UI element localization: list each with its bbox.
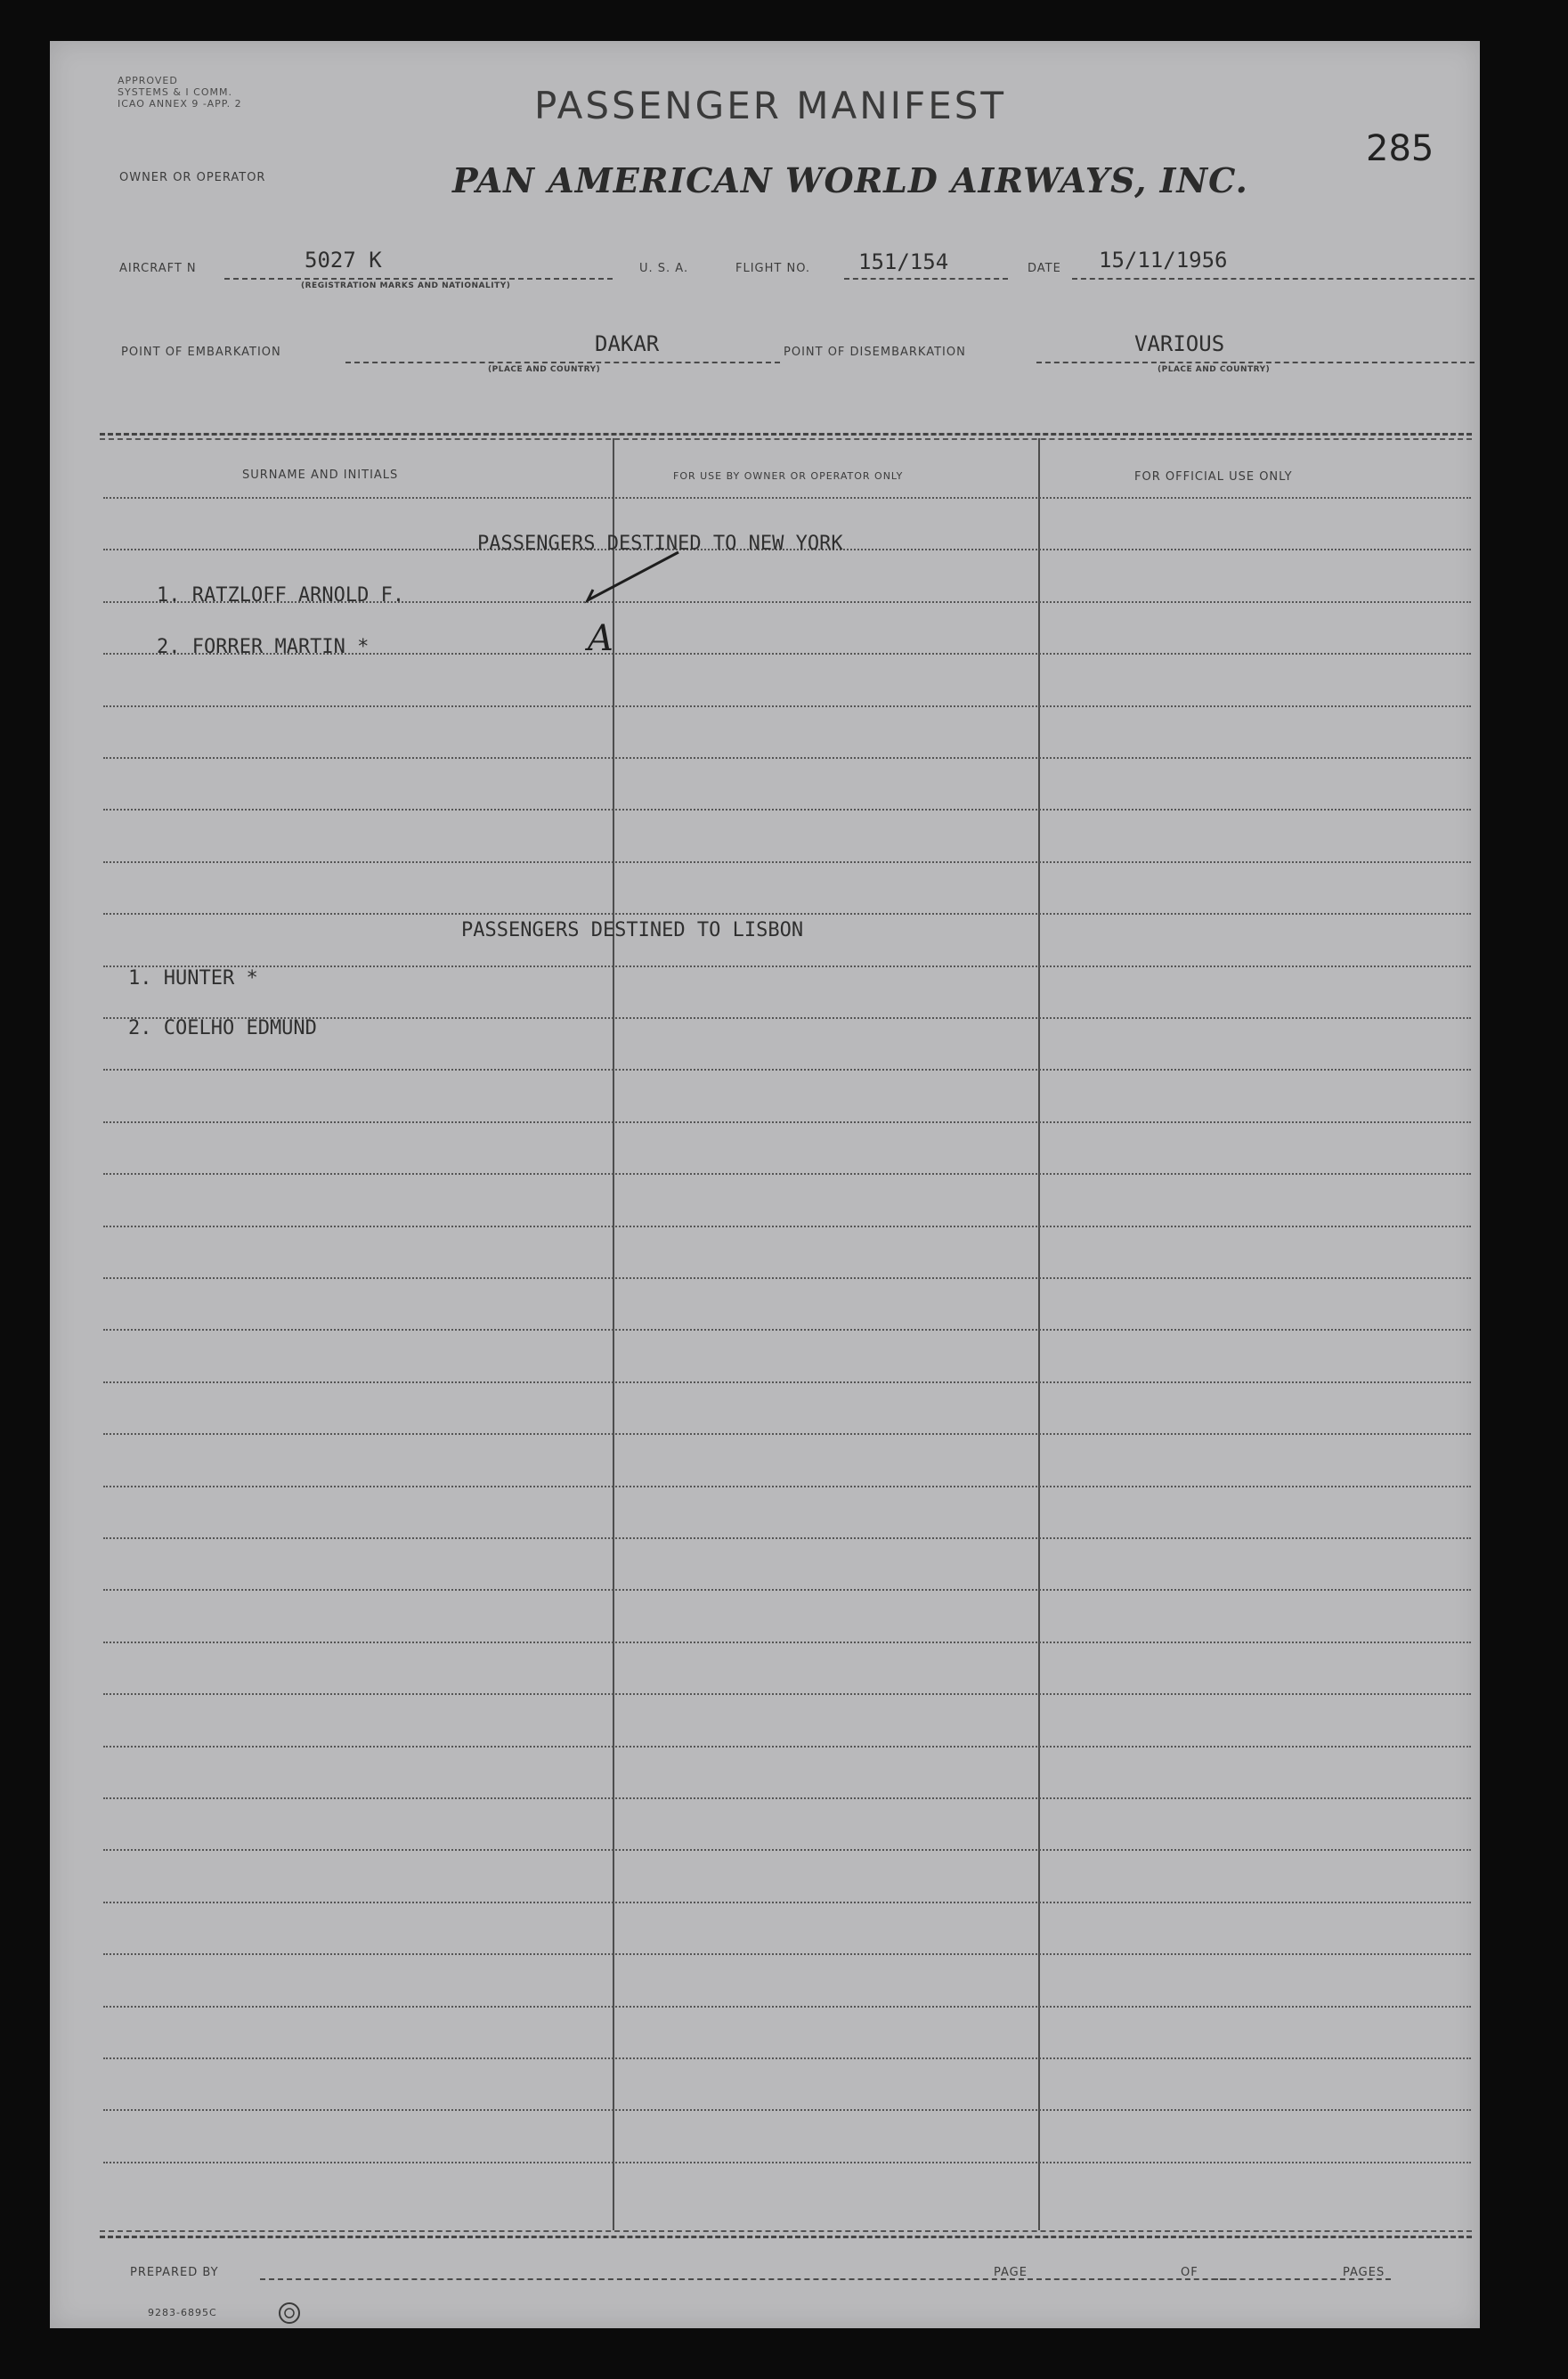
prepared-by-label: PREPARED BY xyxy=(130,2266,219,2279)
ruled-line xyxy=(103,965,1471,967)
ruled-line xyxy=(103,1173,1471,1175)
aircraft-value: 5027 K xyxy=(305,248,382,273)
ruled-line xyxy=(103,913,1471,915)
ruled-line xyxy=(103,809,1471,811)
ruled-line xyxy=(103,861,1471,863)
owner-name: PAN AMERICAN WORLD AIRWAYS, INC. xyxy=(452,160,1248,200)
ruled-line xyxy=(103,2109,1471,2111)
section-heading: PASSENGERS DESTINED TO LISBON xyxy=(461,919,804,941)
ruled-line xyxy=(103,1537,1471,1539)
page-label: PAGE xyxy=(994,2266,1028,2279)
owner-label: OWNER OR OPERATOR xyxy=(119,171,266,184)
handwritten-mark: A xyxy=(588,618,613,659)
passenger-row: 2. FORRER MARTIN * xyxy=(157,636,370,658)
passenger-row: 1. RATZLOFF ARNOLD F. xyxy=(157,584,405,607)
ruled-line xyxy=(103,1226,1471,1227)
flight-label: FLIGHT NO. xyxy=(735,262,811,275)
country-label: U. S. A. xyxy=(639,262,689,275)
prepared-by-fill-line xyxy=(260,2278,1042,2280)
date-label: DATE xyxy=(1028,262,1061,275)
manifest-sheet xyxy=(50,41,1480,2328)
disembarkation-sub-label: (PLACE AND COUNTRY) xyxy=(1158,365,1271,374)
disembarkation-value: VARIOUS xyxy=(1134,331,1225,356)
column-header-operator: FOR USE BY OWNER OR OPERATOR ONLY xyxy=(673,470,904,482)
aircraft-label: AIRCRAFT N xyxy=(119,262,197,275)
aircraft-fill-line xyxy=(224,278,613,280)
page-title: PASSENGER MANIFEST xyxy=(534,84,1007,127)
ruled-line xyxy=(103,497,1471,499)
ruled-line xyxy=(103,757,1471,759)
approval-line: SYSTEMS & I COMM. xyxy=(118,86,232,98)
ruled-line xyxy=(103,1849,1471,1851)
date-value: 15/11/1956 xyxy=(1099,248,1228,273)
column-header-official: FOR OFFICIAL USE ONLY xyxy=(1134,470,1293,484)
of-label: OF xyxy=(1181,2266,1198,2279)
ruled-line xyxy=(103,1486,1471,1487)
union-label-icon xyxy=(276,2300,303,2326)
ruled-line xyxy=(103,1797,1471,1799)
table-top-border-inner xyxy=(100,438,1472,440)
flight-fill-line xyxy=(844,278,1008,280)
ruled-line xyxy=(103,1329,1471,1331)
ruled-line xyxy=(103,1121,1471,1123)
ruled-line xyxy=(103,1069,1471,1071)
ruled-line xyxy=(103,1902,1471,1903)
ruled-line xyxy=(103,1642,1471,1643)
ruled-line xyxy=(103,2162,1471,2163)
table-bottom-border xyxy=(100,2230,1472,2232)
flight-value: 151/154 xyxy=(858,249,949,274)
disembarkation-label: POINT OF DISEMBARKATION xyxy=(784,346,966,359)
approval-note xyxy=(118,75,242,110)
ruled-line xyxy=(103,1433,1471,1435)
ruled-line xyxy=(103,1746,1471,1748)
column-header-surname: SURNAME AND INITIALS xyxy=(242,468,399,482)
embarkation-sub-label: (PLACE AND COUNTRY) xyxy=(488,365,601,374)
ruled-line xyxy=(103,1381,1471,1383)
ruled-line xyxy=(103,1277,1471,1279)
passenger-row: 1. HUNTER * xyxy=(128,967,258,990)
embarkation-value: DAKAR xyxy=(595,331,660,356)
section-heading: PASSENGERS DESTINED TO NEW YORK xyxy=(477,533,843,555)
ruled-line xyxy=(103,2006,1471,2008)
disembarkation-fill-line xyxy=(1036,362,1475,363)
embarkation-fill-line xyxy=(345,362,780,363)
pages-label: PAGES xyxy=(1343,2266,1385,2279)
table-top-border xyxy=(100,433,1472,436)
approval-line: APPROVED xyxy=(118,75,178,86)
ruled-line xyxy=(103,705,1471,707)
ruled-line xyxy=(103,1953,1471,1955)
ruled-line xyxy=(103,1589,1471,1591)
aircraft-sub-label: (REGISTRATION MARKS AND NATIONALITY) xyxy=(301,281,511,290)
approval-line: ICAO ANNEX 9 -APP. 2 xyxy=(118,98,242,110)
date-fill-line xyxy=(1072,278,1475,280)
passenger-row: 2. COELHO EDMUND xyxy=(128,1017,317,1039)
page-fill-line xyxy=(1045,2278,1234,2280)
checkmark-icon xyxy=(584,545,691,607)
form-code: 9283-6895C xyxy=(148,2307,217,2318)
page-number: 285 xyxy=(1366,128,1434,169)
embarkation-label: POINT OF EMBARKATION xyxy=(121,346,281,359)
table-bottom-border-outer xyxy=(100,2236,1472,2238)
ruled-line xyxy=(103,2057,1471,2059)
ruled-line xyxy=(103,1693,1471,1695)
